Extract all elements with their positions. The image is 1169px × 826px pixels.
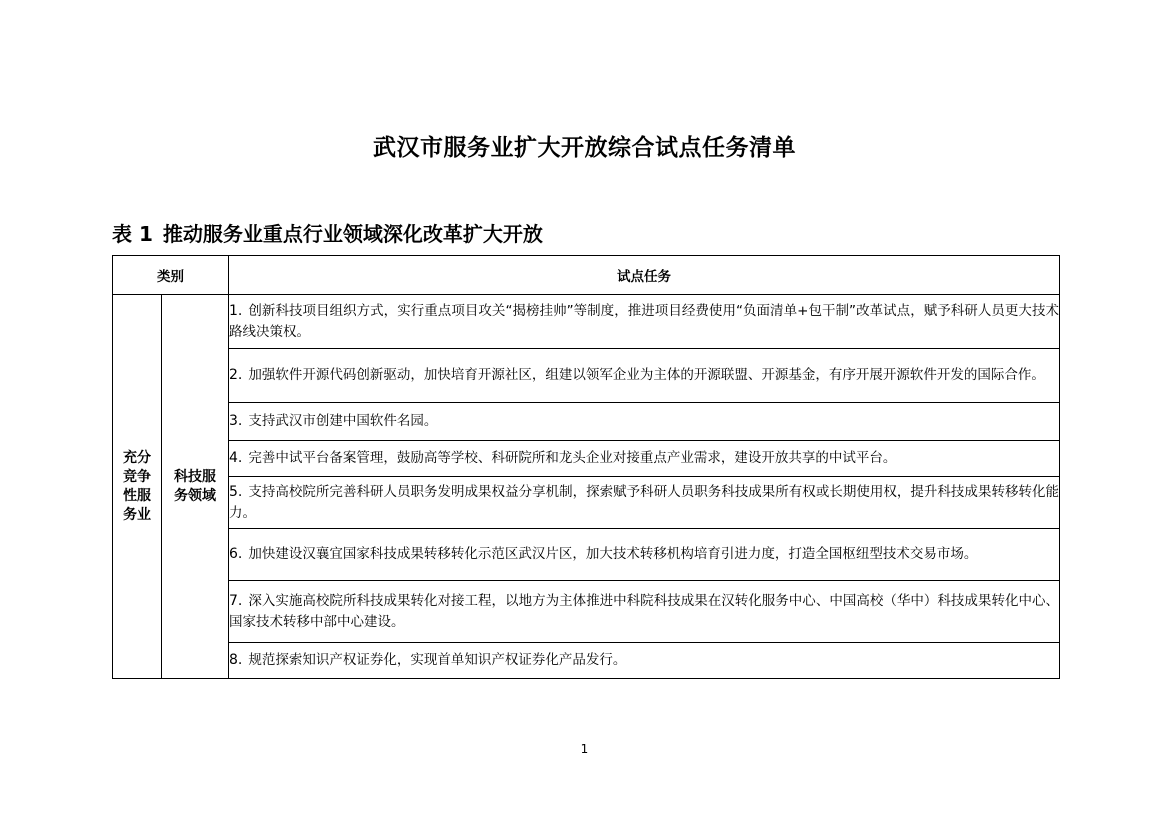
category-level1-line: 竞争 [123, 468, 151, 485]
task-number: 7. [229, 592, 243, 609]
table-row [113, 403, 1060, 441]
category-level2-line: 科技服 [174, 468, 216, 485]
header-category: 类别 [113, 256, 229, 295]
table-row [113, 349, 1060, 403]
table-row [113, 643, 1060, 679]
table-row [113, 477, 1060, 529]
task-cell [229, 349, 1060, 403]
document-title: 武汉市服务业扩大开放综合试点任务清单 [373, 135, 796, 161]
task-text: 规范探索知识产权证券化，实现首单知识产权证券化产品发行。 [248, 652, 627, 668]
table-header-row [113, 256, 1060, 295]
category-level1-line: 务业 [123, 506, 151, 523]
task-number: 2. [229, 367, 243, 383]
task-text: 创新科技项目组织方式，实行重点项目攻关“揭榜挂帅”等制度，推进项目经费使用“负面清单+包干制”改革试点，赋予科研人员更大技术路线决策权。 [229, 302, 1059, 340]
table-row [113, 581, 1060, 643]
task-cell [229, 643, 1060, 679]
task-number: 4. [229, 450, 243, 466]
task-cell [229, 477, 1060, 529]
table-row [113, 441, 1060, 477]
task-text: 支持武汉市创建中国软件名园。 [248, 413, 438, 429]
category-level1-line: 充分 [123, 449, 151, 466]
task-number: 1. [229, 302, 243, 319]
task-text: 支持高校院所完善科研人员职务发明成果权益分享机制，探索赋予科研人员职务科技成果所有权或长期使用权，提升科技成果转移转化能力。 [229, 483, 1059, 521]
task-number: 6. [229, 546, 243, 562]
page-number: 1 [580, 742, 589, 756]
task-text: 加快建设汉襄宜国家科技成果转移转化示范区武汉片区，加大技术转移机构培育引进力度，打造全国枢纽型技术交易市场。 [248, 546, 978, 562]
task-number: 8. [229, 652, 243, 668]
table-caption-number: 表 1 [112, 222, 153, 246]
task-text: 深入实施高校院所科技成果转化对接工程，以地方为主体推进中科院科技成果在汉转化服务中心、中国高校（华中）科技成果转化中心、国家技术转移中部中心建设。 [229, 592, 1059, 630]
task-cell [229, 529, 1060, 581]
task-number: 3. [229, 413, 243, 429]
task-text: 加强软件开源代码创新驱动，加快培育开源社区，组建以领军企业为主体的开源联盟、开源基金，有序开展开源软件开发的国际合作。 [248, 367, 1045, 383]
category-level1-cell [113, 295, 162, 679]
task-cell [229, 403, 1060, 441]
task-cell [229, 581, 1060, 643]
category-level1-line: 性服 [123, 487, 151, 504]
header-tasks: 试点任务 [229, 256, 1060, 295]
table-caption-text: 推动服务业重点行业领域深化改革扩大开放 [162, 222, 543, 246]
category-level2-line: 务领域 [174, 487, 216, 504]
table-row [113, 529, 1060, 581]
category-level2-cell [162, 295, 229, 679]
task-cell [229, 295, 1060, 349]
task-cell [229, 441, 1060, 477]
task-text: 完善中试平台备案管理，鼓励高等学校、科研院所和龙头企业对接重点产业需求，建设开放共享的中试平台。 [248, 450, 897, 466]
table-row [113, 295, 1060, 349]
task-number: 5. [229, 483, 243, 500]
table-caption [112, 220, 543, 248]
task-table [112, 255, 1060, 679]
